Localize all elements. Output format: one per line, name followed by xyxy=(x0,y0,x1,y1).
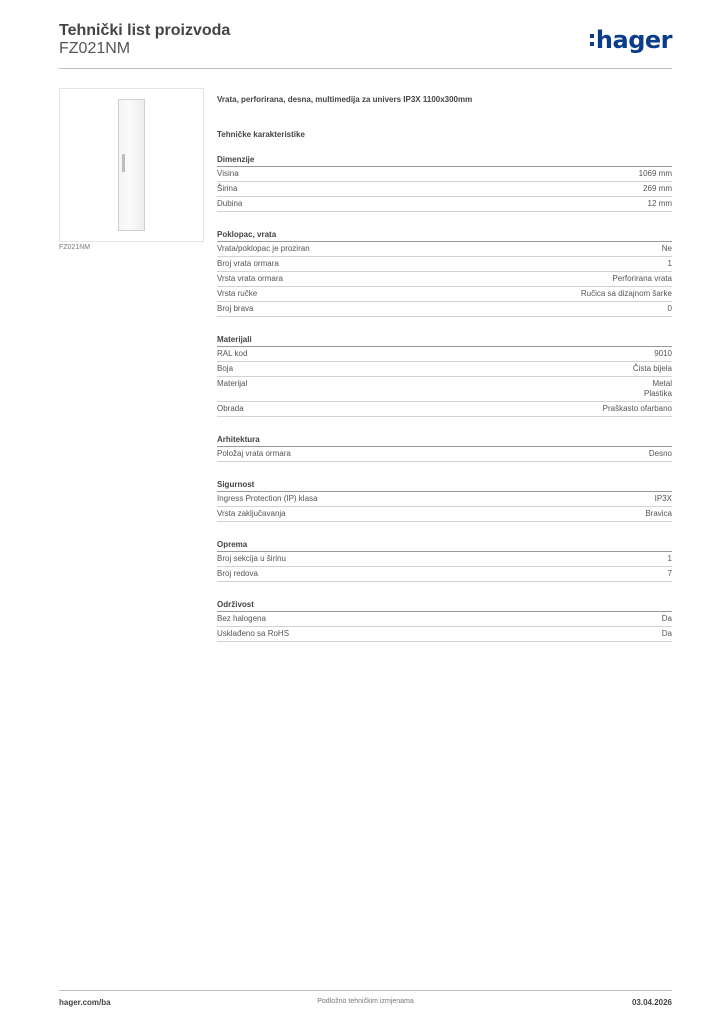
spec-row xyxy=(217,242,672,257)
spec-group xyxy=(217,480,672,522)
spec-group-title: Dimenzije xyxy=(217,155,672,167)
door-illustration xyxy=(118,99,145,231)
spec-value: Čista bijela xyxy=(632,364,672,373)
spec-label: Broj sekcija u širinu xyxy=(217,554,286,563)
spec-row xyxy=(217,492,672,507)
specifications xyxy=(217,95,672,642)
spec-group xyxy=(217,600,672,642)
spec-group-title: Arhitektura xyxy=(217,435,672,447)
image-caption: FZ021NM xyxy=(59,244,91,251)
spec-label: Usklađeno sa RoHS xyxy=(217,629,290,638)
spec-label: RAL kod xyxy=(217,349,248,358)
spec-label: Bez halogena xyxy=(217,614,266,623)
spec-value: 1069 mm xyxy=(638,169,672,178)
spec-row xyxy=(217,362,672,377)
spec-label: Boja xyxy=(217,364,234,373)
spec-row xyxy=(217,507,672,522)
spec-row xyxy=(217,552,672,567)
spec-value: 12 mm xyxy=(647,199,672,208)
spec-value: Metal Plastika xyxy=(643,379,672,398)
spec-value: 0 xyxy=(667,304,672,313)
spec-value: 7 xyxy=(667,569,672,578)
product-description: Vrata, perforirana, desna, multimedija za univers IP3X 1100x300mm xyxy=(217,95,473,104)
spec-group xyxy=(217,435,672,462)
product-image xyxy=(59,88,204,242)
spec-row xyxy=(217,447,672,462)
spec-row xyxy=(217,347,672,362)
spec-label: Materijal xyxy=(217,379,248,388)
spec-label: Vrata/poklopac je proziran xyxy=(217,244,310,253)
spec-row xyxy=(217,567,672,582)
spec-value: Da xyxy=(661,629,672,638)
spec-value: 1 xyxy=(667,554,672,563)
spec-label: Vrsta ručke xyxy=(217,289,258,298)
spec-group-title: Održivost xyxy=(217,600,672,612)
spec-value: Da xyxy=(661,614,672,623)
logo-dots-icon xyxy=(590,34,594,46)
spec-label: Broj brava xyxy=(217,304,254,313)
spec-group-title: Materijali xyxy=(217,335,672,347)
spec-value: Bravica xyxy=(645,509,672,518)
spec-value: 9010 xyxy=(654,349,672,358)
spec-label: Vrsta vrata ormara xyxy=(217,274,283,283)
spec-group xyxy=(217,230,672,317)
spec-value: Ručica sa dizajnom šarke xyxy=(580,289,672,298)
spec-label: Broj redova xyxy=(217,569,258,578)
spec-row xyxy=(217,197,672,212)
spec-label: Položaj vrata ormara xyxy=(217,449,291,458)
spec-value: Desno xyxy=(648,449,672,458)
logo-text: hager xyxy=(595,26,672,54)
spec-group-title: Poklopac, vrata xyxy=(217,230,672,242)
hager-logo xyxy=(590,26,672,54)
spec-row xyxy=(217,287,672,302)
spec-label: Broj vrata ormara xyxy=(217,259,279,268)
spec-label: Visina xyxy=(217,169,239,178)
spec-group xyxy=(217,540,672,582)
footer-date: 03.04.2026 xyxy=(631,998,672,1007)
spec-value: Perforirana vrata xyxy=(612,274,672,283)
product-code: FZ021NM xyxy=(59,40,131,57)
spec-row xyxy=(217,612,672,627)
footer-website: hager.com/ba xyxy=(59,998,111,1007)
spec-label: Vrsta zaključavanja xyxy=(217,509,286,518)
footer-note: Podložno tehničkim izmjenama xyxy=(317,998,414,1005)
spec-label: Širina xyxy=(217,184,238,193)
page-footer xyxy=(59,990,672,1007)
spec-label: Obrada xyxy=(217,404,244,413)
spec-group-title: Oprema xyxy=(217,540,672,552)
spec-value: Praškasto ofarbano xyxy=(602,404,672,413)
spec-row xyxy=(217,272,672,287)
spec-value: 1 xyxy=(667,259,672,268)
spec-row xyxy=(217,257,672,272)
spec-label: Ingress Protection (IP) klasa xyxy=(217,494,318,503)
door-handle-icon xyxy=(122,154,125,172)
tech-heading: Tehničke karakteristike xyxy=(217,130,305,139)
page-title: Tehnički list proizvoda xyxy=(59,22,231,39)
spec-row xyxy=(217,402,672,417)
spec-row xyxy=(217,627,672,642)
page-header xyxy=(59,20,672,69)
spec-group xyxy=(217,335,672,417)
spec-row xyxy=(217,377,672,402)
spec-row xyxy=(217,167,672,182)
spec-groups xyxy=(217,155,672,642)
spec-row xyxy=(217,182,672,197)
spec-value: 269 mm xyxy=(643,184,672,193)
spec-group xyxy=(217,155,672,212)
spec-row xyxy=(217,302,672,317)
spec-label: Dubina xyxy=(217,199,243,208)
spec-group-title: Sigurnost xyxy=(217,480,672,492)
spec-value: Ne xyxy=(661,244,672,253)
spec-value: IP3X xyxy=(654,494,672,503)
